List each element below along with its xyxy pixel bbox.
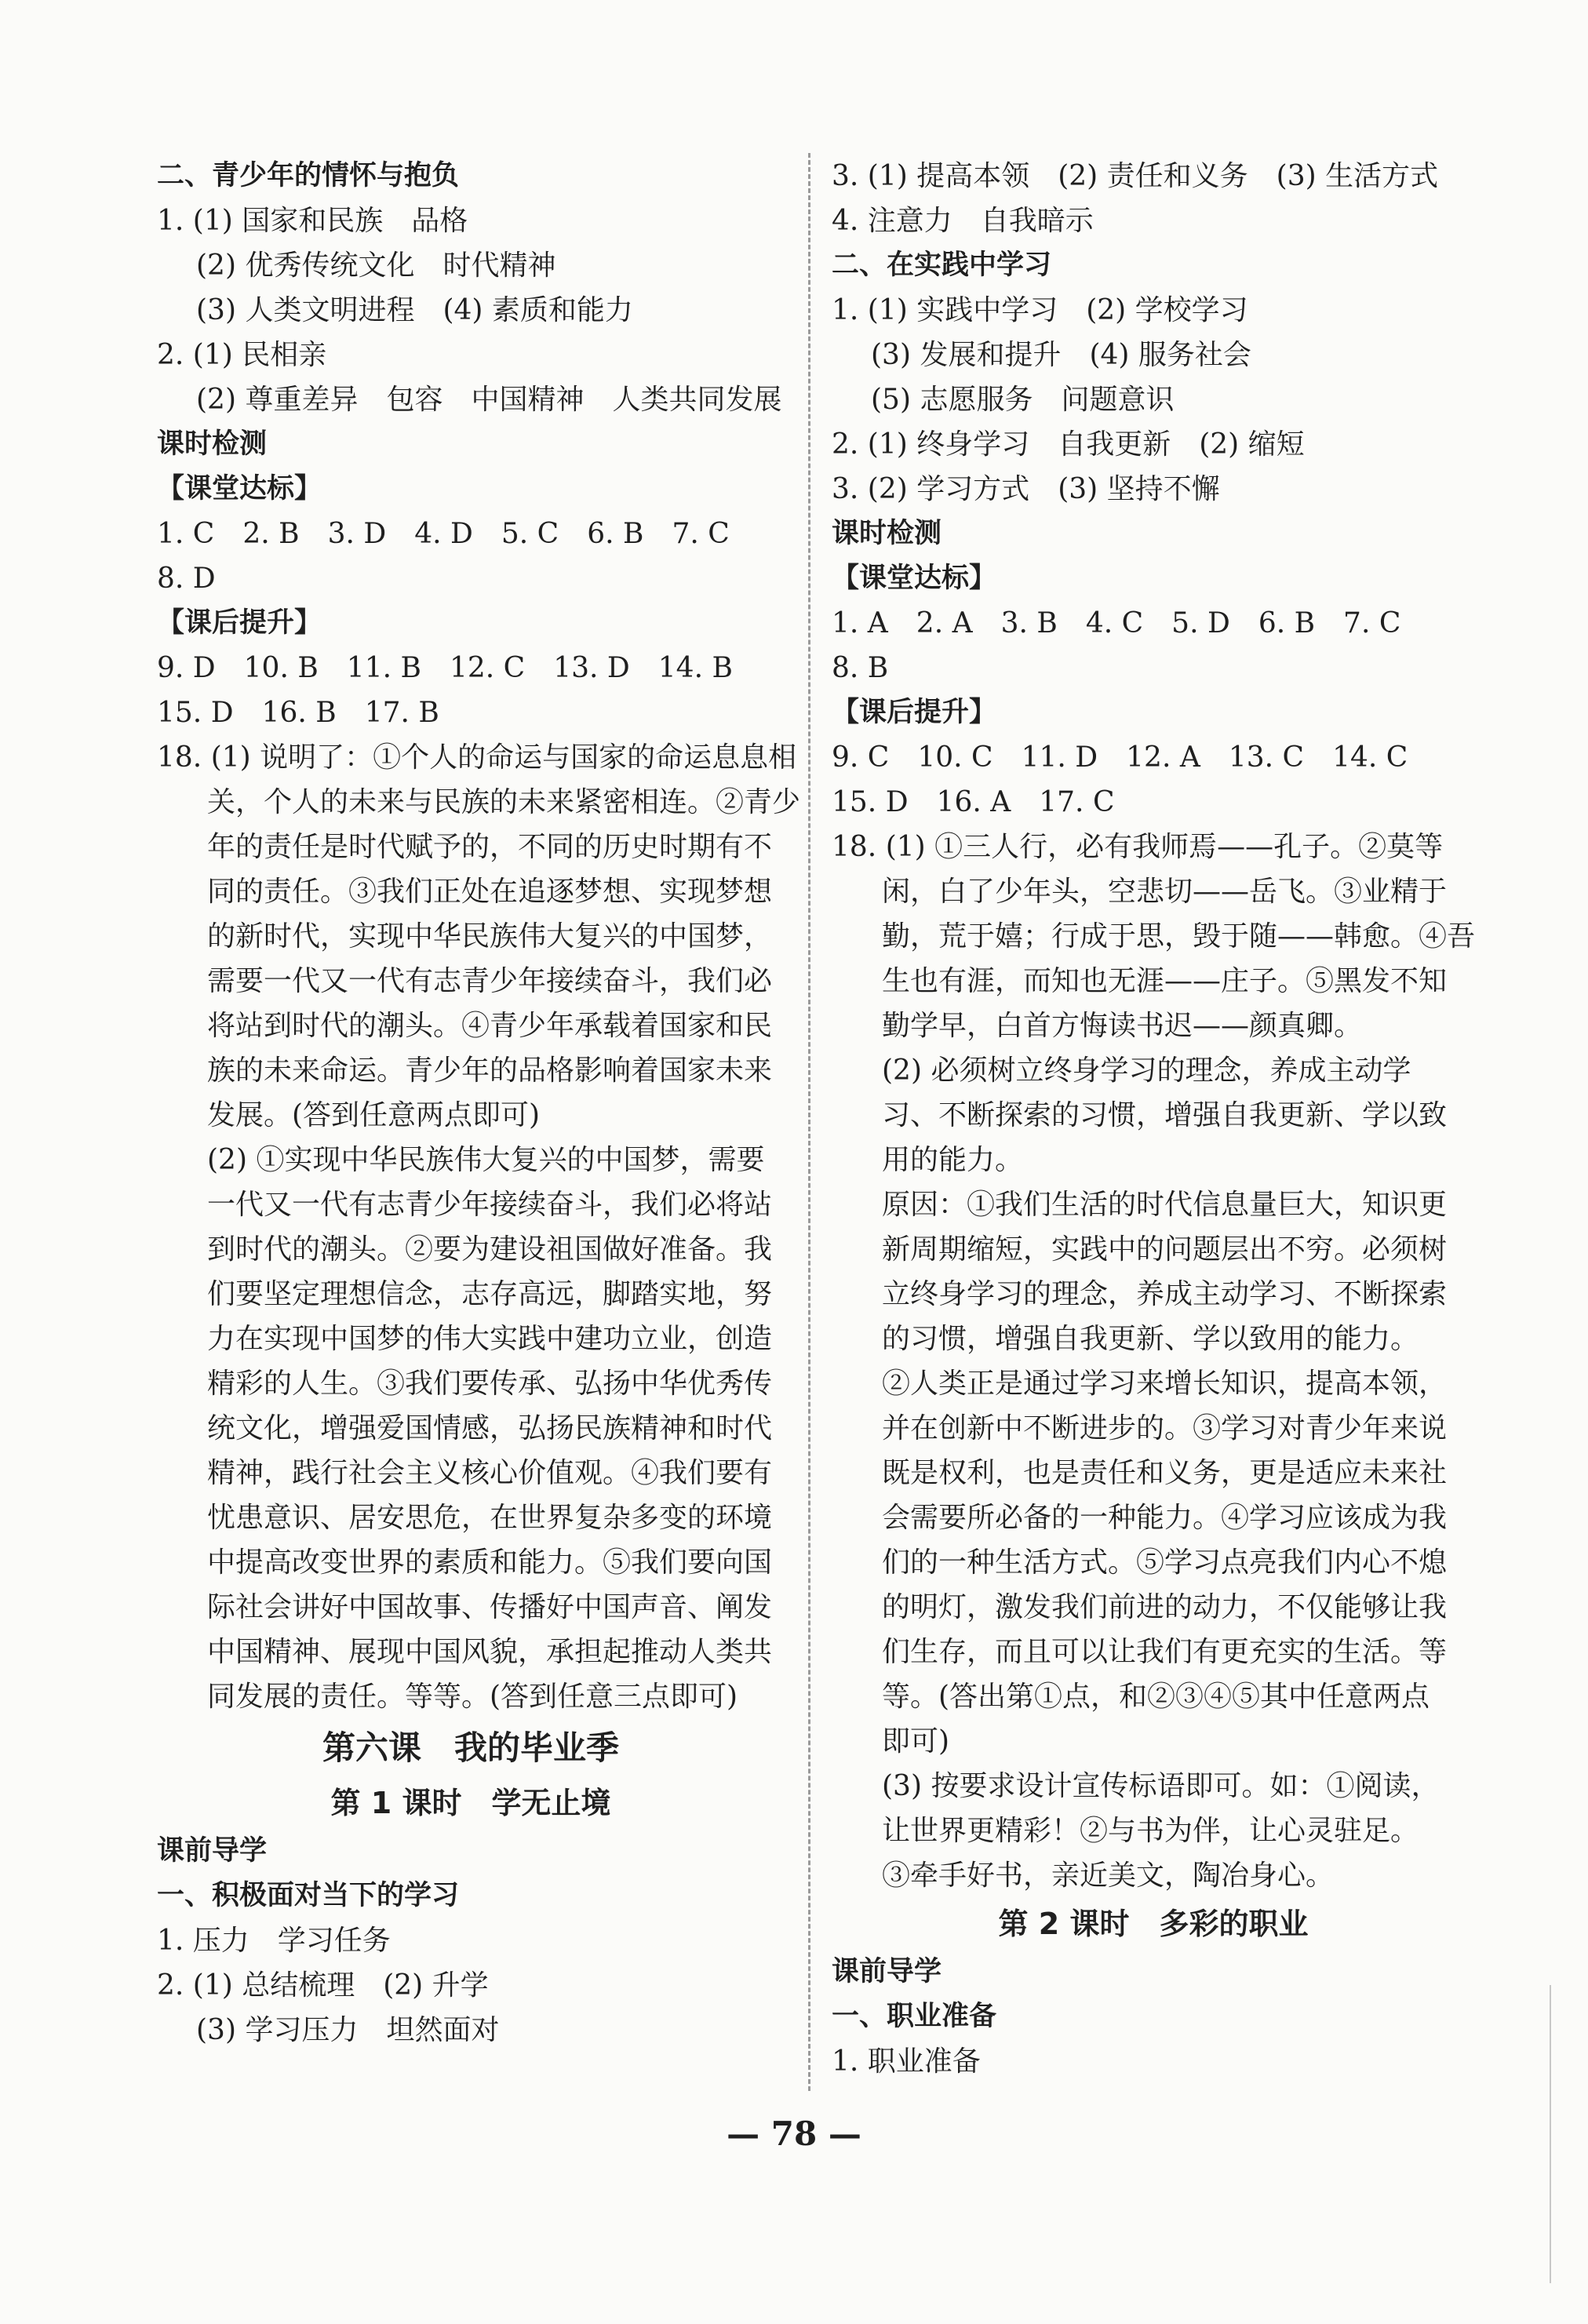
section-heading: 二、在实践中学习: [832, 250, 1052, 281]
answer-line: 闲，白了少年头，空悲切——岳飞。③业精于: [882, 876, 1448, 908]
answer-line: (2) 尊重差异 包容 中国精神 人类共同发展: [196, 384, 782, 416]
answer-line: 3. (1) 提高本领 (2) 责任和义务 (3) 生活方式: [832, 160, 1439, 192]
section-heading: 二、青少年的情怀与抱负: [157, 160, 460, 191]
answer-line: 1. 压力 学习任务: [157, 1925, 391, 1957]
answer-line: 们生存，而且可以让我们有更充实的生活。等: [882, 1636, 1448, 1668]
answer-line: ③牵手好书，亲近美文，陶冶身心。: [882, 1860, 1335, 1892]
answer-line: 精神，践行社会主义核心价值观。④我们要有: [207, 1457, 773, 1489]
answer-line: 力在实现中国梦的伟大实践中建功立业，创造: [207, 1323, 773, 1355]
answer-line: 们要坚定理想信念，志存高远，脚踏实地，努: [207, 1278, 773, 1310]
section-heading: 【课后提升】: [832, 697, 997, 728]
answer-line: 族的未来命运。青少年的品格影响着国家未来: [207, 1055, 773, 1087]
answer-line: 勤学早，白首方悔读书迟——颜真卿。: [882, 1010, 1363, 1042]
section-heading: 课时检测: [832, 518, 942, 549]
page-number: — 78 —: [727, 2115, 861, 2153]
answer-line: 即可): [882, 1725, 950, 1758]
answer-line: 年的责任是时代赋予的，不同的历史时期有不: [207, 831, 773, 863]
answer-line: 1. (1) 国家和民族 品格: [157, 205, 468, 237]
answer-line: 15. D 16. A 17. C: [832, 786, 1115, 818]
answer-line: 的明灯，激发我们前进的动力，不仅能够让我: [882, 1591, 1448, 1623]
answer-line: 的习惯，增强自我更新、学以致用的能力。: [882, 1323, 1419, 1355]
answer-line: 2. (1) 总结梳理 (2) 升学: [157, 1969, 489, 2002]
answer-line: 同的责任。③我们正处在追逐梦想、实现梦想: [207, 876, 773, 908]
answer-line: 9. C 10. C 11. D 12. A 13. C 14. C: [832, 741, 1408, 774]
answer-line: 用的能力。: [882, 1144, 1024, 1176]
answer-line: (3) 人类文明进程 (4) 素质和能力: [196, 294, 633, 326]
column-divider: [808, 153, 810, 2091]
answer-line: 新周期缩短，实践中的问题层出不穷。必须树: [882, 1233, 1448, 1266]
answer-line: 既是权利，也是责任和义务，更是适应未来社: [882, 1457, 1448, 1489]
answer-line: 需要一代又一代有志青少年接续奋斗，我们必: [207, 965, 773, 997]
section-heading: 课前导学: [832, 1956, 942, 1987]
answer-line: 4. 注意力 自我暗示: [832, 205, 1094, 237]
answer-line: 18. (1) ①三人行，必有我师焉——孔子。②莫等: [832, 831, 1444, 863]
answer-line: 3. (2) 学习方式 (3) 坚持不懈: [832, 473, 1220, 505]
left-column: [157, 154, 801, 2053]
answer-line: 际社会讲好中国故事、传播好中国声音、阐发: [207, 1591, 773, 1623]
answer-line: 18. (1) 说明了：①个人的命运与国家的命运息息相: [157, 741, 797, 774]
answer-line: 习、不断探索的习惯，增强自我更新、学以致: [882, 1099, 1448, 1131]
answer-line: 15. D 16. B 17. B: [157, 697, 439, 729]
answer-line: 们的一种生活方式。⑤学习点亮我们内心不熄: [882, 1546, 1448, 1579]
answer-line: (2) ①实现中华民族伟大复兴的中国梦，需要: [207, 1144, 765, 1176]
answer-line: 同发展的责任。等等。(答到任意三点即可): [207, 1681, 738, 1713]
answer-line: 2. (1) 民相亲: [157, 339, 327, 371]
answer-line: 让世界更精彩！②与书为伴，让心灵驻足。: [882, 1815, 1419, 1847]
answer-line: 原因：①我们生活的时代信息量巨大，知识更: [882, 1189, 1448, 1221]
answer-line: ②人类正是通过学习来增长知识，提高本领，: [882, 1368, 1448, 1400]
answer-line: 9. D 10. B 11. B 12. C 13. D 14. B: [157, 652, 733, 684]
answer-line: 发展。(答到任意两点即可): [207, 1099, 541, 1131]
answer-line: 的新时代，实现中华民族伟大复兴的中国梦，: [207, 920, 773, 953]
answer-line: 关，个人的未来与民族的未来紧密相连。②青少: [207, 786, 801, 818]
page-edge-line: [1550, 1985, 1551, 2283]
lesson-title: 第六课 我的毕业季: [322, 1728, 619, 1767]
answer-line: 并在创新中不断进步的。③学习对青少年来说: [882, 1412, 1448, 1444]
right-column: [832, 154, 1475, 2084]
answer-line: 生也有涯，而知也无涯——庄子。⑤黑发不知: [882, 965, 1448, 997]
answer-line: 1. C 2. B 3. D 4. D 5. C 6. B 7. C: [157, 518, 730, 550]
section-heading: 一、职业准备: [832, 2001, 997, 2032]
answer-line: 一代又一代有志青少年接续奋斗，我们必将站: [207, 1189, 773, 1221]
answer-line: 等。(答出第①点，和②③④⑤其中任意两点: [882, 1681, 1430, 1713]
answer-line: 到时代的潮头。②要为建设祖国做好准备。我: [207, 1233, 773, 1266]
answer-line: 8. D: [157, 563, 216, 595]
answer-line: 1. A 2. A 3. B 4. C 5. D 6. B 7. C: [832, 607, 1401, 639]
period-title: 第 2 课时 多彩的职业: [998, 1907, 1309, 1941]
answer-line: (2) 优秀传统文化 时代精神: [196, 250, 556, 282]
section-heading: 【课堂达标】: [157, 473, 322, 505]
answer-line: 勤，荒于嬉；行成于思，毁于随——韩愈。④吾: [882, 920, 1476, 953]
section-heading: 课前导学: [157, 1835, 268, 1867]
answer-line: (2) 必须树立终身学习的理念，养成主动学: [882, 1055, 1411, 1087]
answer-line: (5) 志愿服务 问题意识: [871, 384, 1175, 416]
answer-line: 忧患意识、居安思危，在世界复杂多变的环境: [207, 1502, 773, 1534]
answer-line: (3) 发展和提升 (4) 服务社会: [871, 339, 1251, 371]
answer-line: (3) 学习压力 坦然面对: [196, 2014, 500, 2046]
section-heading: 【课后提升】: [157, 607, 322, 639]
answer-line: 立终身学习的理念，养成主动学习、不断探索: [882, 1278, 1448, 1310]
section-heading: 【课堂达标】: [832, 563, 997, 594]
answer-line: 中提高改变世界的素质和能力。⑤我们要向国: [207, 1546, 773, 1579]
answer-line: 会需要所必备的一种能力。④学习应该成为我: [882, 1502, 1448, 1534]
period-title: 第 1 课时 学无止境: [330, 1786, 611, 1820]
answer-line: 中国精神、展现中国风貌，承担起推动人类共: [207, 1636, 773, 1668]
section-heading: 一、积极面对当下的学习: [157, 1880, 460, 1911]
answer-line: 统文化，增强爱国情感，弘扬民族精神和时代: [207, 1412, 773, 1444]
answer-line: 将站到时代的潮头。④青少年承载着国家和民: [207, 1010, 773, 1042]
section-heading: 课时检测: [157, 428, 268, 460]
answer-line: 2. (1) 终身学习 自我更新 (2) 缩短: [832, 428, 1305, 461]
answer-line: 1. (1) 实践中学习 (2) 学校学习: [832, 294, 1248, 326]
answer-line: 8. B: [832, 652, 889, 684]
answer-line: 1. 职业准备: [832, 2045, 981, 2078]
answer-line: (3) 按要求设计宣传标语即可。如：①阅读，: [882, 1770, 1440, 1802]
answer-line: 精彩的人生。③我们要传承、弘扬中华优秀传: [207, 1368, 773, 1400]
